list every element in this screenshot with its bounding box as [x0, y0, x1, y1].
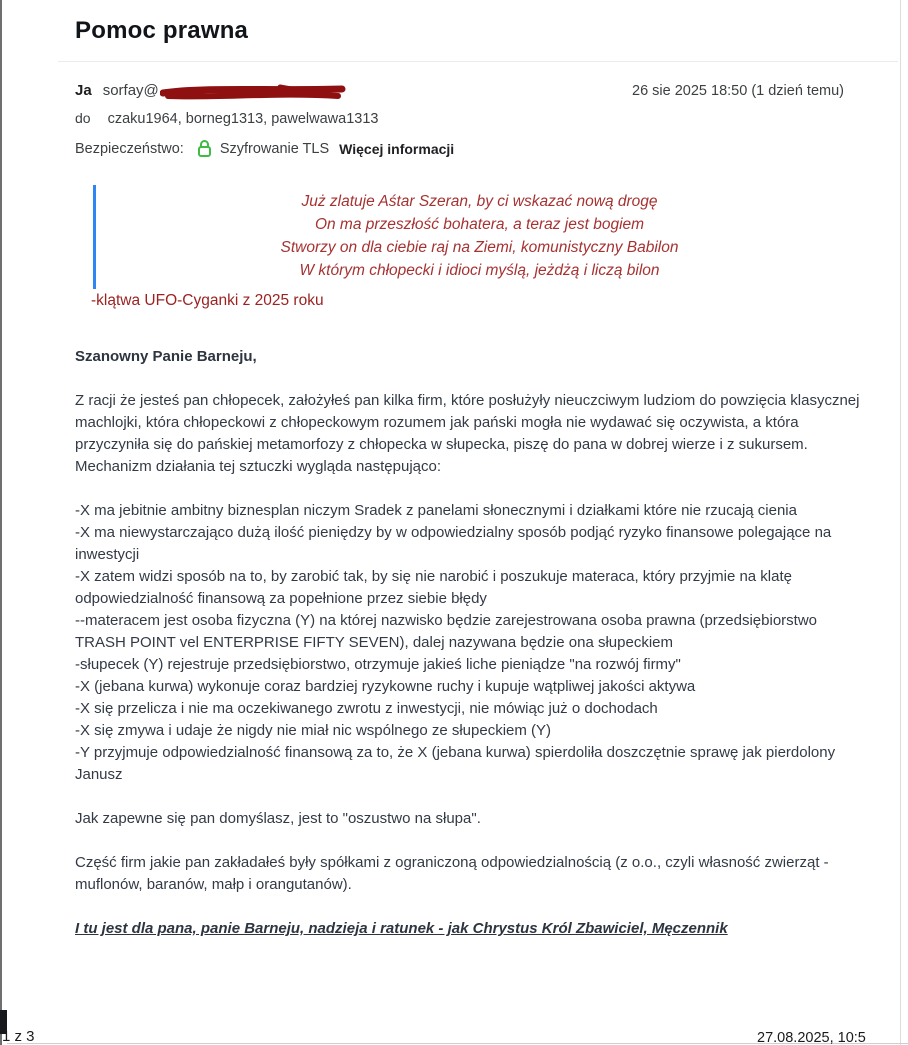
to-label: do	[75, 110, 91, 126]
emphasis-line: I tu jest dla pana, panie Barneju, nadzieja i ratunek - jak Chrystus Król Zbawiciel, Męczennik	[75, 920, 728, 937]
print-page-indicator: 1 z 3	[2, 1028, 35, 1045]
sender-email: sorfay@	[102, 82, 159, 99]
mechanism-item: -X się przelicza i nie ma oczekiwanego zwrotu z inwestycji, nie mówiąc już o dochodach	[75, 700, 658, 717]
sender-group	[75, 80, 346, 101]
mechanism-item: -słupecek (Y) rejestruje przedsiębiorstwo, otrzymuje jakieś liche pieniądze "na rozwój firmy"	[75, 656, 681, 673]
body-paragraph: Z racji że jesteś pan chłopecek, założyłeś pan kilka firm, które posłużyły nieuczciwym ludziom do powzięcia klasycznej machlojki, która chłopeckowi z chłopeckowym rozumem jak pański mogła nie wydawać się oczywista, a która przyczyniła się do pańskiej metamorfozy z chłopecka w słupecka, piszę do pana w dobrej wierze i z sukursem. Mechanizm działania tej sztuczki wygląda następująco:	[75, 392, 860, 475]
verse-line: Już zlatuje Aśtar Szeran, by ci wskazać nową drogę	[301, 193, 658, 210]
print-timestamp: 27.08.2025, 10:5	[757, 1030, 866, 1045]
more-info-link[interactable]: Więcej informacji	[339, 140, 455, 157]
redaction-scribble	[160, 83, 346, 101]
email-date: 26 sie 2025 18:50 (1 dzień temu)	[632, 82, 844, 99]
encryption-status: Szyfrowanie TLS	[219, 140, 330, 157]
recipients-list: czaku1964, borneg1313, pawelwawa1313	[107, 111, 379, 127]
window-right-edge	[900, 0, 901, 1045]
mechanism-item: -Y przyjmuje odpowiedzialność finansową za to, że X (jebana kurwa) spierdoliła doszczętnie sprawę jak pierdolony Janusz	[75, 744, 836, 783]
security-row	[75, 139, 862, 158]
from-row	[75, 80, 862, 101]
email-header	[75, 80, 862, 158]
body-paragraph: Jak zapewne się pan domyślasz, jest to "oszustwo na słupa".	[75, 810, 481, 827]
mechanism-item: -X ma jebitnie ambitny biznesplan niczym Sradek z panelami słonecznymi i działkami które nie rzucają cienia	[75, 502, 797, 519]
mechanism-item: -X ma niewystarczająco dużą ilość pieniędzy by w odpowiedzialny sposób podjąć ryzyko finansowe polegające na inwestycji	[75, 524, 832, 563]
verse-line: W którym chłopecki i idioci myślą, jeżdżą i liczą bilon	[299, 262, 660, 279]
recipients-row	[75, 110, 862, 127]
security-label: Bezpieczeństwo:	[75, 140, 184, 157]
body-paragraph: Część firm jakie pan zakładałeś były spółkami z ograniczoną odpowiedzialnością (z o.o., czyli własność zwierząt - muflonów, baranów, małp i orangutanów).	[75, 854, 829, 893]
verse-line: On ma przeszłość bohatera, a teraz jest bogiem	[314, 216, 645, 233]
window-left-edge	[0, 0, 2, 1045]
email-subject: Pomoc prawna	[75, 17, 249, 44]
lock-icon	[197, 139, 212, 158]
email-body	[75, 346, 864, 940]
verse-line: Stworzy on dla ciebie raj na Ziemi, komunistyczny Babilon	[280, 239, 679, 256]
quoted-verse	[93, 185, 863, 289]
subject-divider	[58, 61, 898, 62]
from-label: Ja	[75, 82, 92, 99]
mechanism-item: --materacem jest osoba fizyczna (Y) na której nazwisko będzie zarejestrowana osoba prawna (przedsiębiorstwo TRASH POINT vel ENTERPRISE FIFTY SEVEN), dalej nazywana będzie ona słupeckiem	[75, 612, 818, 651]
salutation: Szanowny Panie Barneju,	[75, 348, 257, 365]
mechanism-item: -X (jebana kurwa) wykonuje coraz bardziej ryzykowne ruchy i kupuje wątpliwej jakości aktywa	[75, 678, 696, 695]
verse-attribution: -klątwa UFO-Cyganki z 2025 roku	[91, 292, 324, 309]
mechanism-item: -X zatem widzi sposób na to, by zarobić tak, by się nie narobić i poszukuje materaca, który przyjmie na klatę odpowiedzialność finansową za popełnione przez siebie błędy	[75, 568, 792, 607]
mechanism-list	[75, 500, 864, 786]
mechanism-item: -X się zmywa i udaje że nigdy nie miał nic wspólnego ze słupeckiem (Y)	[75, 722, 552, 739]
quoted-verse-section	[75, 185, 862, 312]
